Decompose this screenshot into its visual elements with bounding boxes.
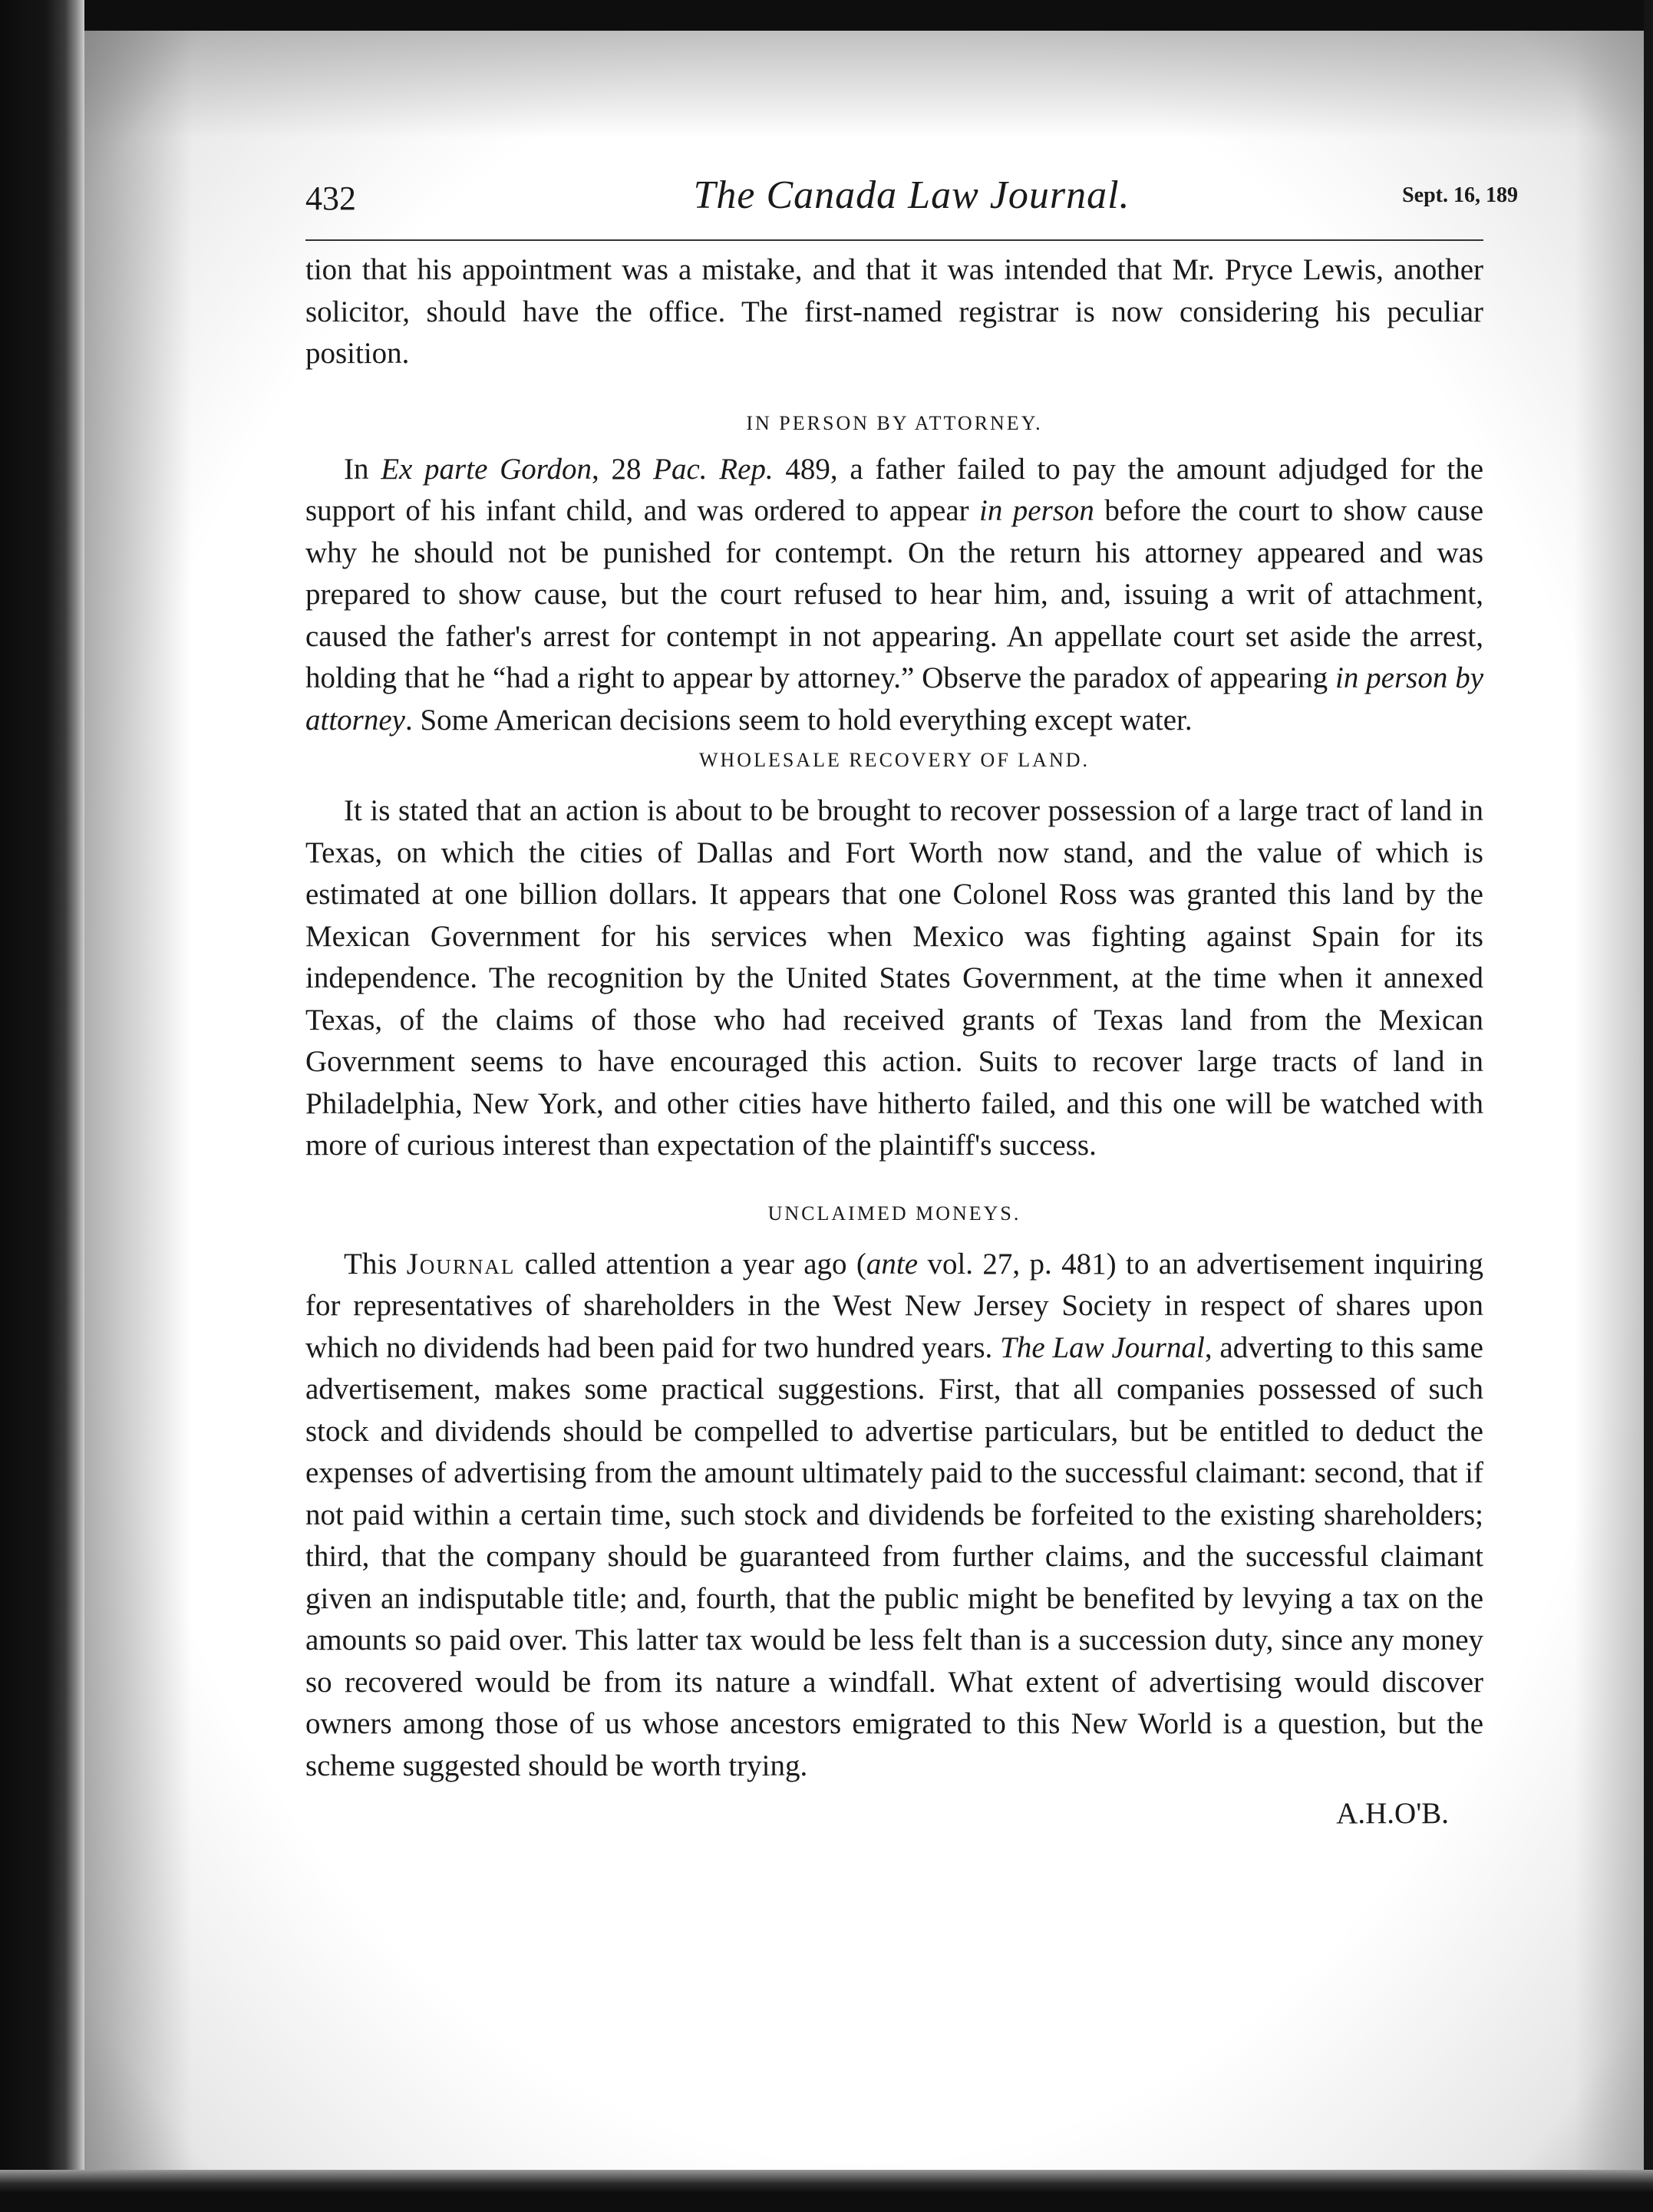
author-signature: A.H.O'B.	[1336, 1797, 1449, 1830]
section-heading-unclaimed: UNCLAIMED MONEYS.	[767, 1202, 1021, 1225]
issue-date: Sept. 16, 189	[1402, 183, 1518, 207]
paragraph-unclaimed-moneys: This Journal called attention a year ago (ante vol. 27, p. 481) to an advertisement inquiring for representatives of shareholders in the West New Jersey Society in respect of shares upon which no dividends had been paid for two hundred years. The Law Journal, adverting to this same advertisement, makes some practical suggestions. First, that all companies possessed of such stock and dividends should be compelled to advertise particulars, but be entitled to deduct the expenses of advertising from the amount ultimately paid to the successful claimant: second, that if not paid within a certain time, such stock and dividends be forfeited to the existing shareholders; third, that the company should be guaranteed from further claims, and the successful claimant given an indisputable title; and, fourth, that the public might be benefited by levying a tax on the amounts so paid over. This latter tax would be less felt than is a succession duty, since any money so recovered would be from its nature a windfall. What extent of advertising would discover owners among those of us whose ancestors emigrated to this New World is a question, but the scheme suggested should be worth trying.	[305, 1247, 1484, 1782]
continuation-text: tion that his appointment was a mistake, and that it was intended that Mr. Pryce Lewis, another solicitor, should have the office. The first-named registrar is now considering his peculiar position.	[305, 253, 1483, 370]
section-heading-in-person: IN PERSON BY ATTORNEY.	[746, 411, 1043, 434]
journal-word: Journal	[406, 1247, 516, 1281]
running-header	[305, 173, 1518, 230]
page-shadow-right	[1575, 31, 1644, 2170]
paragraph-wholesale-recovery: It is stated that an action is about to be brought to recover possession of a large tract of land in Texas, on which the cities of Dallas and Fort Worth now stand, and the value of which is estimated at one billion dollars. It appears that one Colonel Ross was granted this land by the Mexican Government for his services when Mexico was fighting against Spain for its independence. The recognition by the United States Government, at the time when it annexed Texas, of the claims of those who had received grants of Texas land from the Mexican Government seems to have encouraged this action. Suits to recover large tracts of land in Philadelphia, New York, and other cities have hitherto failed, and this one will be watched with more of curious interest than expectation of the plaintiff's success.	[305, 794, 1483, 1162]
paragraph-in-person: In Ex parte Gordon, 28 Pac. Rep. 489, a father failed to pay the amount adjudged for the support of his infant child, and was ordered to appear in person before the court to show cause why he should not be punished for contempt. On the return his attorney appeared and was prepared to show cause, but the court refused to hear him, and, issuing a writ of attachment, caused the father's arrest for contempt in not appearing. An appellate court set aside the arrest, holding that he “had a right to appear by attorney.” Observe the paradox of appearing in person by attorney. Some American decisions seem to hold everything except water.	[305, 452, 1484, 737]
law-journal-title: The Law Journal	[1000, 1330, 1205, 1364]
section-heading-wholesale: WHOLESALE RECOVERY OF LAND.	[698, 749, 1090, 771]
scan-border-right	[1644, 0, 1653, 2212]
journal-title: The Canada Law Journal.	[693, 173, 1130, 217]
page-number: 432	[305, 180, 356, 217]
case-name: Ex parte Gordon	[381, 452, 592, 486]
page-shadow-top	[84, 31, 1644, 138]
scan-border-left	[0, 0, 84, 2212]
continuation-paragraph	[305, 249, 1483, 375]
header-rule	[305, 239, 1483, 241]
reporter: Pac. Rep.	[653, 452, 774, 486]
scan-border-top	[0, 0, 1653, 31]
page-shadow-left	[84, 31, 192, 2170]
scan-border-bottom	[0, 2170, 1653, 2212]
article-body	[305, 249, 1483, 1831]
